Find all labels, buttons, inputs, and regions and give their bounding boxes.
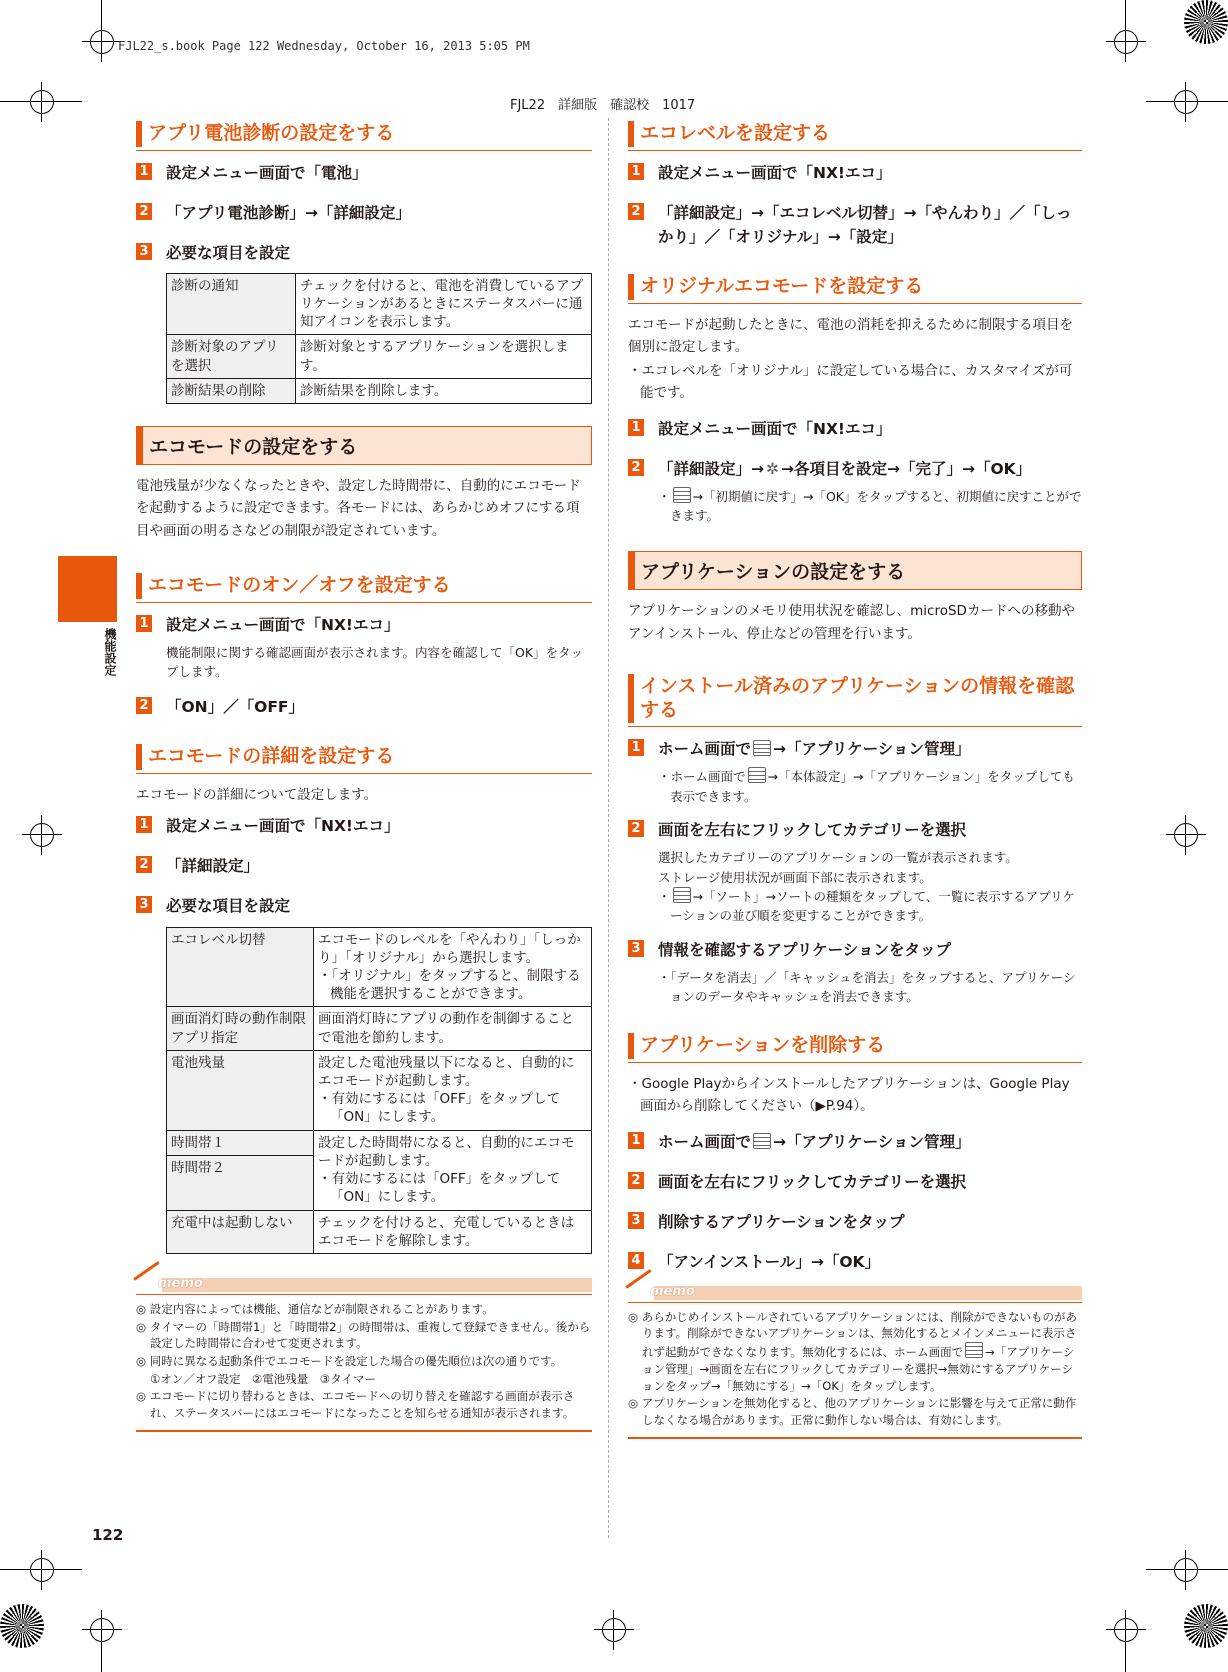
crop-mark	[22, 82, 62, 122]
side-tab	[58, 556, 117, 622]
step-number: 2	[628, 203, 644, 220]
section-title: アプリ電池診断の設定をする	[136, 118, 592, 151]
step-number: 1	[136, 615, 152, 632]
bullet: ・エコレベルを「オリジナル」に設定している場合に、カスタマイズが可能です。	[628, 363, 1073, 402]
memo-item: ◎ 設定内容によっては機能、通信などが制限されることがあります。	[136, 1302, 494, 1316]
memo-item: ◎ アプリケーションを無効化すると、他のアプリケーションに影響を与えて正常に動作しなくなる場合があります。正常に動作しない場合は、有効にします。	[628, 1396, 1077, 1427]
registration-wheel	[0, 1604, 44, 1648]
menu-icon	[965, 1342, 983, 1358]
step-number: 1	[628, 1132, 644, 1149]
crop-mark	[22, 1550, 62, 1590]
step-number: 3	[628, 940, 644, 957]
crop-mark	[1166, 1550, 1206, 1590]
section-title: エコモードのオン／オフを設定する	[136, 570, 592, 603]
step-note: ・「データを消去」／「キャッシュを消去」をタップすると、アプリケーションのデータやキャッシュを消去できます。	[658, 969, 1076, 1005]
step: 3 情報を確認するアプリケーションをタップ	[628, 938, 1082, 962]
memo-item: ◎ エコモードに切り替わるときは、エコモードへの切り替えを確認する画面が表示され、ステータスバーにはエコモードになったことを知らせる通知が表示されます。	[136, 1389, 575, 1421]
memo-item: ◎ 同時に異なる起動条件でエコモードを設定した場合の優先順位は次の通りです。	[136, 1354, 563, 1369]
crop-mark	[594, 1610, 634, 1650]
step: 3 削除するアプリケーションをタップ	[628, 1210, 1082, 1234]
step: 4 「アンインストール」→「OK」	[628, 1250, 1082, 1274]
settings-table: 診断の通知 チェックを付けると、電池を消費しているアプリケーションがあるときにステータスバーに通知アイコンを表示します。 診断対象のアプリを選択 診断対象とするアプリケーションを選択します。 診断結果の削除 診断結果を削除します。	[166, 273, 592, 404]
left-column	[136, 118, 592, 1432]
memo-item: ◎ あらかじめインストールされているアプリケーションには、削除ができないものがあります。削除ができないアプリケーションは、無効化するとメインメニューに表示されず起動ができなくなります。無効化するには、ホーム画面で →「アプリケーション管理」→画面を左右にフリックしてカテゴリーを選択→無効にするアプリケーションをタップ→「無効にする」→「OK」をタップします。	[628, 1309, 1077, 1393]
step-number: 3	[136, 243, 152, 260]
step-number: 1	[628, 419, 644, 436]
step-number: 1	[136, 163, 152, 180]
crop-mark	[82, 1610, 122, 1650]
step: 1 設定メニュー画面で「NX!エコ」	[136, 814, 592, 838]
menu-icon	[748, 767, 766, 783]
step-number: 2	[136, 697, 152, 714]
step-number: 2	[628, 1172, 644, 1189]
step-note: 選択したカテゴリーのアプリケーションの一覧が表示されます。	[658, 850, 1018, 866]
section-title: エコモードの詳細を設定する	[136, 741, 592, 774]
step: 1 ホーム画面で →「アプリケーション管理」	[628, 737, 1082, 761]
major-section-title: エコモードの設定をする	[136, 426, 592, 465]
crop-mark	[22, 815, 62, 855]
step-number: 3	[628, 1212, 644, 1229]
step: 1 設定メニュー画面で「電池」	[136, 161, 592, 185]
step: 2 「ON」／「OFF」	[136, 695, 592, 719]
menu-icon	[753, 1133, 771, 1149]
crop-mark	[1166, 82, 1206, 122]
step: 3 必要な項目を設定	[136, 894, 592, 918]
step: 2 画面を左右にフリックしてカテゴリーを選択	[628, 818, 1082, 842]
step-number: 1	[136, 816, 152, 833]
right-column	[628, 118, 1082, 1439]
step: 2 「アプリ電池診断」→「詳細設定」	[136, 201, 592, 225]
step: 2 画面を左右にフリックしてカテゴリーを選択	[628, 1170, 1082, 1194]
step-number: 3	[136, 896, 152, 913]
step-number: 2	[628, 820, 644, 837]
eco-settings-table: エコレベル切替 エコモードのレベルを「やんわり」「しっかり」「オリジナル」から選択します。 ・「オリジナル」をタップすると、制限する機能を選択することができます。 画面消灯時の動作制限アプリ指定 画面消灯時にアプリの動作を制御することで電池を節約します。 電池残量 設定した電池残量以下になると、自動的にエコモードが起動します。 ・有効にするには「OFF」をタップして「ON」にします。 時間帯１ 時間帯２ 設定した時間帯になると、自動的にエコモードが起動します。 ・有効にするには「OFF」をタップして「ON」にします。 充電中は起動しない チェックを付けると、充電しているときはエコモードを解除します。	[166, 927, 592, 1255]
section-title: インストール済みのアプリケーションの情報を確認する	[628, 671, 1082, 728]
section-title: アプリケーションを削除する	[628, 1030, 1082, 1063]
print-slug: FJL22_s.book Page 122 Wednesday, October 16, 2013 5:05 PM	[118, 39, 530, 53]
crop-mark	[82, 22, 122, 62]
paragraph: エコモードの詳細について設定します。	[136, 787, 378, 804]
step-number: 1	[628, 739, 644, 756]
step-note: ・ →「初期値に戻す」→「OK」をタップすると、初期値に戻すことができます。	[658, 488, 1082, 524]
registration-wheel	[1184, 1604, 1228, 1648]
section-title: オリジナルエコモードを設定する	[628, 271, 1082, 304]
step-number: 2	[136, 203, 152, 220]
paragraph: アプリケーションのメモリ使用状況を確認し、microSDカードへの移動やアンインストール、停止などの管理を行います。	[628, 603, 1075, 642]
memo-item: ◎ タイマーの「時間帯1」と「時間帯2」の時間帯は、重複して登録できません。後から設定した時間帯に合わせて変更されます。	[136, 1319, 591, 1351]
step: 1 ホーム画面で →「アプリケーション管理」	[628, 1130, 1082, 1154]
paragraph: 電池残量が少なくなったときや、設定した時間帯に、自動的にエコモードを起動するように設定できます。各モードには、あらかじめオフにする項目や画面の明るさなどの制限が設定されています。	[136, 478, 581, 539]
crop-mark	[1106, 22, 1146, 62]
step-number: 2	[136, 856, 152, 873]
menu-icon	[673, 487, 691, 503]
menu-icon	[753, 740, 771, 756]
registration-wheel	[1184, 0, 1228, 44]
step: 2 「詳細設定」→「エコレベル切替」→「やんわり」／「しっかり」／「オリジナル」→「設定」	[628, 201, 1082, 249]
step: 2 「詳細設定」→ ✲ →各項目を設定→「完了」→「OK」	[628, 457, 1082, 481]
page-header: FJL22 詳細版 確認校 1017	[510, 98, 696, 113]
paragraph: エコモードが起動したときに、電池の消耗を抑えるために制限する項目を個別に設定します。	[628, 316, 1073, 355]
column-divider	[608, 118, 609, 1538]
step-note: ・ホーム画面で →「本体設定」→「アプリケーション」をタップしても表示できます。	[658, 769, 1075, 804]
page-number: 122	[92, 1526, 124, 1544]
bullet: ・Google Playからインストールしたアプリケーションは、Google Play画面から削除してください（▶P.94）。	[628, 1076, 1070, 1115]
major-section-title: アプリケーションの設定をする	[628, 551, 1082, 590]
memo-item: ①オン／オフ設定 ②電池残量 ③タイマー	[150, 1371, 376, 1386]
crop-mark	[1166, 815, 1206, 855]
memo-header: memo	[628, 1284, 1082, 1303]
step-note: 機能制限に関する確認画面が表示されます。内容を確認して「OK」をタップします。	[166, 644, 584, 680]
step: 1 設定メニュー画面で「NX!エコ」	[628, 161, 1082, 185]
side-tab-label: 機能設定	[103, 628, 117, 676]
memo-header: memo	[136, 1276, 592, 1295]
step-number: 2	[628, 459, 644, 476]
step-note: ・ →「ソート」→ソートの種類をタップして、一覧に表示するアプリケーションの並び順を変更することができます。	[658, 888, 1075, 924]
menu-icon	[673, 887, 691, 903]
gear-icon: ✲	[766, 459, 779, 478]
section-title: エコレベルを設定する	[628, 118, 1082, 151]
step-note: ストレージ使用状況が画面下部に表示されます。	[658, 869, 932, 885]
step-number: 1	[628, 163, 644, 180]
step: 3 必要な項目を設定	[136, 241, 592, 265]
step: 1 設定メニュー画面で「NX!エコ」	[628, 417, 1082, 441]
step: 1 設定メニュー画面で「NX!エコ」	[136, 613, 592, 637]
crop-mark	[1106, 1610, 1146, 1650]
step: 2 「詳細設定」	[136, 854, 592, 878]
step-number: 4	[628, 1252, 644, 1269]
